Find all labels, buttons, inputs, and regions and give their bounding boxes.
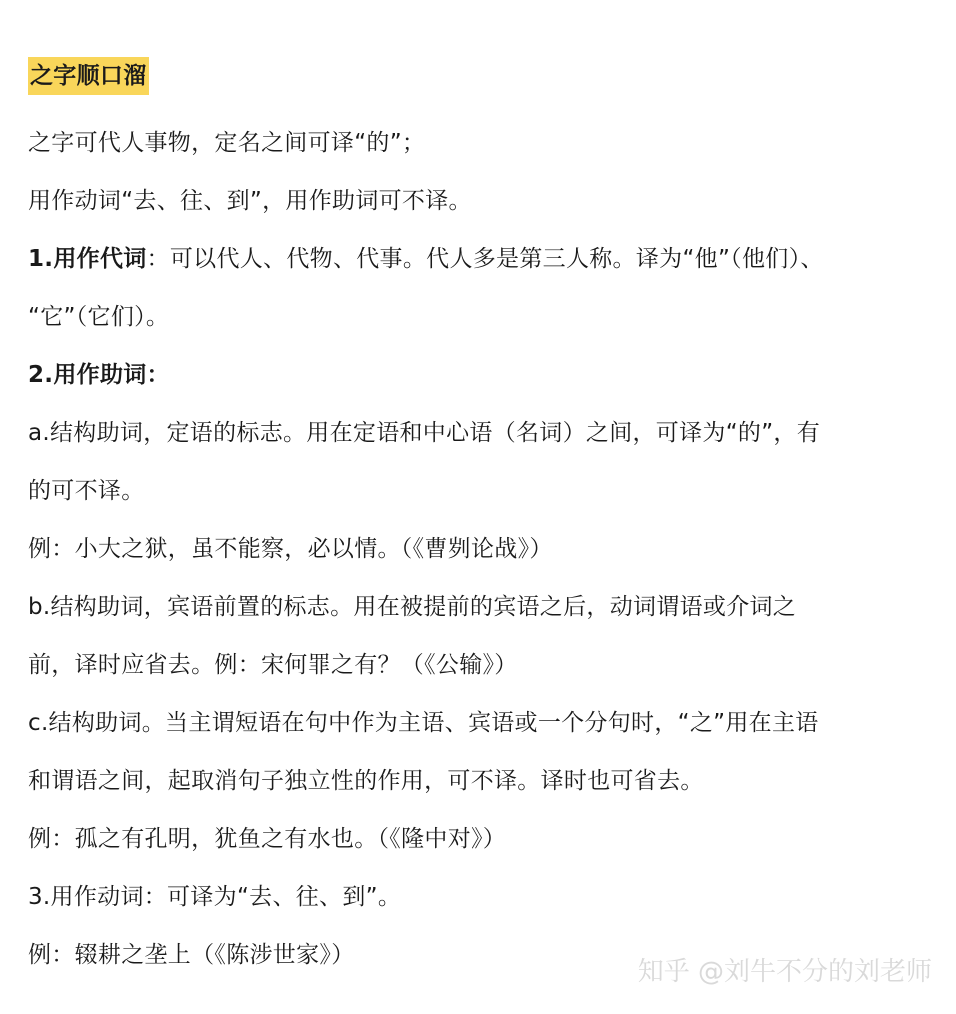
rhyme-line-2: 用作动词“去、往、到”，用作助词可不译。: [28, 188, 472, 214]
section2b-line-1: b.结构助词，宾语前置的标志。用在被提前的宾语之后，动词谓语或介词之: [28, 594, 797, 620]
section3-text: 3.用作动词：可译为“去、往、到”。: [28, 884, 402, 910]
section1-text: ：可以代人、代物、代事。代人多是第三人称。译为“他”（他们）、: [146, 246, 824, 272]
zhihu-watermark: 知乎 @刘牛不分的刘老师: [637, 957, 932, 987]
document-body: [28, 56, 946, 984]
rhyme-line-1: 之字可代人事物，定名之间可译“的”；: [28, 130, 426, 156]
section2a-example: 例：小大之狱，虽不能察，必以情。（《曹刿论战》）: [28, 536, 553, 562]
section1-line-2: “它”（它们）。: [28, 304, 170, 330]
section2b-line-2: 前，译时应省去。例：宋何罪之有？（《公输》）: [28, 652, 518, 678]
section2a-line-2: 的可不译。: [28, 478, 145, 504]
section3-example: 例：辍耕之垄上（《陈涉世家》）: [28, 942, 355, 968]
title-row: [28, 56, 946, 114]
section2a-line-1: a.结构助词，定语的标志。用在定语和中心语（名词）之间，可译为“的”，有: [28, 420, 821, 446]
section2c-example: 例：孤之有孔明，犹鱼之有水也。（《隆中对》）: [28, 826, 507, 852]
section2c-line-2: 和谓语之间，起取消句子独立性的作用，可不译。译时也可省去。: [28, 768, 704, 794]
section1-heading: 1.用作代词: [28, 246, 147, 272]
page-title: 之字顺口溜: [28, 57, 149, 95]
section2-heading: 2.用作助词：: [28, 362, 170, 388]
section2c-line-1: c.结构助词。当主谓短语在句中作为主语、宾语或一个分句时，“之”用在主语: [28, 710, 819, 736]
section1-line-1: [28, 230, 946, 288]
